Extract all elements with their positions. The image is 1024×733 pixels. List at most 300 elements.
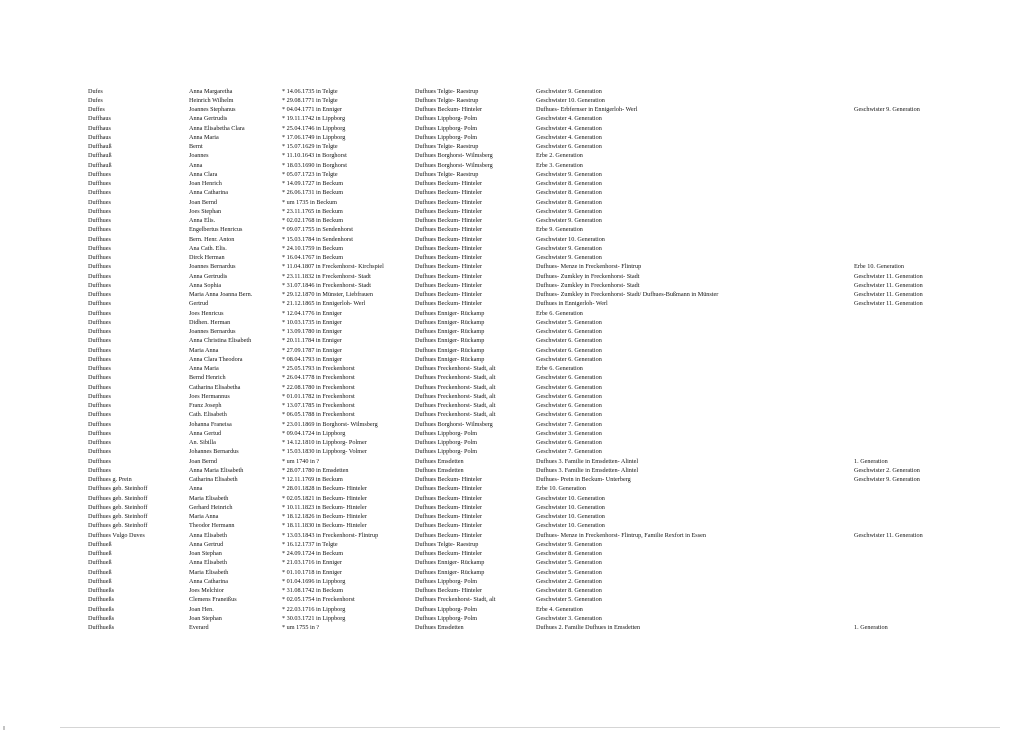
cell-farm: Dufhues Beckum- Hinteler: [415, 226, 483, 234]
cell-extra: Geschwister 2. Generation: [854, 466, 920, 474]
cell-date: * 09.04.1724 in Lippborg: [282, 429, 346, 437]
cell-first: Joes Melchior: [189, 587, 224, 594]
cell-rel: Geschwister 3. Generation: [536, 429, 602, 437]
cell-farm: Dufhues Borghorst- Wilmsberg: [415, 420, 493, 428]
cell-first: Joannes Stephanus: [189, 106, 236, 113]
cell-first: Anna Elisabeth: [189, 559, 227, 567]
cell-extra: Geschwister 11. Generation: [854, 281, 923, 289]
cell-name: Duffhues: [88, 365, 111, 372]
cell-name: Duffhues: [88, 457, 111, 465]
cell-farm: Dufhues Beckum- Hinteler: [415, 235, 483, 243]
cell-rel: Dufhues 3. Familie in Emsdetten- Alintel: [536, 466, 639, 474]
cell-name: Duffhueßs: [88, 596, 115, 604]
cell-first: Catharina Elisabeth: [189, 476, 238, 483]
cell-date: * 23.01.1869 in Borghorst- Wilmsberg: [282, 420, 378, 428]
cell-date: * 24.10.1759 in Beckum: [282, 244, 344, 252]
cell-date: * 29.08.1771 in Telgte: [282, 96, 338, 104]
cell-first: Anna Elisabetha Clara: [189, 124, 245, 132]
cell-farm: Dufhues Enniger- Rückamp: [415, 346, 485, 354]
cell-date: * 10.11.1823 in Beckum- Hinteler: [282, 503, 367, 511]
cell-farm: Dufhues Beckum- Hinteler: [415, 531, 483, 539]
cell-name: Duffhues: [88, 180, 111, 187]
cell-farm: Dufhues Beckum- Hinteler: [415, 300, 483, 308]
cell-date: * 13.09.1780 in Enniger: [282, 328, 342, 335]
cell-date: * 13.03.1843 in Freckenhorst- Flintrup: [282, 531, 379, 539]
cell-first: Anna Gertud: [189, 429, 222, 437]
cell-date: * 27.09.1787 in Enniger: [282, 346, 342, 354]
cell-date: * 01.10.1718 in Enniger: [282, 568, 342, 576]
cell-date: * 28.01.1828 in Beckum- Hinteler: [282, 485, 367, 493]
cell-date: * 20.11.1784 in Enniger: [282, 337, 342, 345]
cell-farm: Dufhues Enniger- Rückamp: [415, 355, 485, 363]
cell-date: * 02.05.1754 in Freckenhorst: [282, 596, 355, 604]
cell-farm: Dufhues Telgte- Raestrup: [415, 540, 479, 548]
cell-date: * 23.11.1832 in Freckenhorst- Stadt: [282, 272, 371, 280]
cell-rel: Geschwister 6. Generation: [536, 383, 602, 391]
cell-rel: Geschwister 6. Generation: [536, 143, 602, 150]
cell-date: * 26.06.1731 in Beckum: [282, 189, 344, 197]
cell-farm: Dufhues Enniger- Rückamp: [415, 309, 485, 317]
cell-name: Duffhues: [88, 466, 111, 474]
cell-rel: Geschwister 6. Generation: [536, 346, 602, 354]
cell-name: Duffhueß: [88, 540, 112, 548]
cell-name: Duffhues geb. Steinhoff: [88, 494, 148, 502]
cell-first: Johannes Bernardus: [189, 448, 239, 456]
cell-first: Anna Christina Elisabeth: [189, 337, 252, 345]
cell-extra: Geschwister 9. Generation: [854, 106, 920, 113]
cell-farm: Dufhues Beckum- Hinteler: [415, 180, 483, 187]
cell-date: * 28.07.1780 in Emsdetten: [282, 466, 349, 474]
cell-rel: Geschwister 3. Generation: [536, 614, 602, 622]
cell-rel: Geschwister 8. Generation: [536, 180, 602, 187]
cell-rel: Geschwister 6. Generation: [536, 402, 602, 409]
cell-name: Dufes: [88, 87, 103, 95]
cell-first: Anna Elis.: [189, 217, 216, 224]
cell-first: Joes Hermannus: [189, 392, 230, 400]
cell-name: Duffhues: [88, 392, 111, 400]
cell-farm: Dufhues Freckenhorst- Stadt, alt: [415, 383, 496, 391]
cell-rel: Geschwister 6. Generation: [536, 355, 602, 363]
cell-farm: Dufhues Beckum- Hinteler: [415, 106, 483, 113]
cell-name: Duffhues: [88, 355, 111, 363]
cell-farm: Dufhues Freckenhorst- Stadt, alt: [415, 411, 496, 419]
cell-name: Duffhues geb. Steinhoff: [88, 513, 148, 520]
cell-farm: Dufhues Lippborg- Polm: [415, 605, 478, 613]
cell-date: * 02.02.1768 in Beckum: [282, 217, 344, 224]
cell-farm: Dufhues Emsdetten: [415, 624, 464, 631]
cell-first: Bernt: [189, 143, 203, 150]
cell-extra: Geschwister 11. Generation: [854, 531, 923, 539]
cell-rel: Erbe 6. Generation: [536, 365, 583, 372]
cell-name: Duffhauß: [88, 161, 112, 169]
cell-name: Duffhues: [88, 402, 111, 409]
cell-farm: Dufhues Beckum- Hinteler: [415, 198, 483, 206]
cell-rel: Dufhues 2. Familie Dufhues in Emsdetten: [536, 624, 641, 631]
cell-farm: Dufhues Enniger- Rückamp: [415, 337, 485, 345]
cell-first: Everard: [189, 624, 209, 631]
cell-extra: Geschwister 9. Generation: [854, 476, 920, 483]
cell-date: * um 1740 in ?: [282, 457, 320, 465]
cell-rel: Geschwister 6. Generation: [536, 439, 602, 446]
cell-farm: Dufhues Lippborg- Polm: [415, 429, 478, 437]
cell-rel: Geschwister 8. Generation: [536, 587, 602, 594]
cell-farm: Dufhues Beckum- Hinteler: [415, 189, 483, 197]
cell-rel: Geschwister 5. Generation: [536, 568, 602, 576]
cell-first: Anna Clara Theodora: [189, 355, 243, 363]
cell-date: * 01.01.1782 in Freckenhorst: [282, 392, 355, 400]
cell-name: Duffhueßs: [88, 605, 115, 613]
cell-first: Clemens Franeißus: [189, 596, 237, 604]
cell-date: * 22.03.1716 in Lippborg: [282, 605, 346, 613]
cell-first: Joan Stephan: [189, 614, 222, 622]
cell-rel: Geschwister 9. Generation: [536, 87, 602, 95]
cell-first: Joes Stephan: [189, 207, 222, 215]
cell-first: Anna Gertrud: [189, 540, 224, 548]
cell-rel: Geschwister 9. Generation: [536, 170, 602, 178]
cell-farm: Dufhues Beckum- Hinteler: [415, 281, 483, 289]
cell-date: * 31.08.1742 in Beckum: [282, 587, 344, 594]
cell-first: Joannes: [189, 152, 209, 160]
cell-rel: Dufhues- Menze in Freckenhorst- Flintrup, Familie Rexfort in Essen: [536, 531, 706, 539]
cell-rel: Erbe 9. Generation: [536, 226, 583, 234]
cell-first: Ana Cath. Elis.: [189, 244, 227, 252]
cell-first: Dirck Herman: [189, 254, 225, 261]
cell-farm: Dufhues Beckum- Hinteler: [415, 513, 483, 520]
cell-farm: Dufhues Freckenhorst- Stadt, alt: [415, 392, 496, 400]
cell-date: * 29.12.1870 in Münster, Liebfrauen: [282, 291, 373, 298]
cell-date: * 30.03.1721 in Lippborg: [282, 614, 346, 622]
cell-date: * 04.04.1771 in Enniger: [282, 106, 342, 113]
cell-date: * 25.05.1793 in Freckenhorst: [282, 365, 355, 372]
cell-date: * 14.09.1727 in Beckum: [282, 180, 344, 187]
cell-name: Duffhues: [88, 420, 111, 428]
cell-first: Joan Bernd: [189, 198, 218, 206]
cell-first: Joannes Bernardus: [189, 263, 236, 271]
cell-farm: Dufhues Lippborg- Polm: [415, 448, 478, 456]
cell-name: Duffhues: [88, 244, 111, 252]
cell-name: Duffhues: [88, 439, 111, 446]
cell-name: Duffhues: [88, 429, 111, 437]
cell-first: Gertrud: [189, 300, 209, 308]
cell-rel: Dufhues- Zumkley in Freckenhorst- Stadt: [536, 281, 640, 289]
cell-date: * 14.06.1735 in Telgte: [282, 87, 338, 95]
cell-first: Johanna Franeisa: [189, 420, 232, 428]
cell-first: Anna Clara: [189, 170, 218, 178]
cell-farm: Dufhues Beckum- Hinteler: [415, 587, 483, 594]
cell-farm: Dufhues Beckum- Hinteler: [415, 503, 483, 511]
cell-rel: Dufhues- Erbfernser in Ennigerloh- Werl: [536, 106, 638, 113]
cell-name: Duffhues: [88, 300, 111, 308]
cell-name: Duffhues g. Prein: [88, 476, 132, 483]
cell-rel: Geschwister 9. Generation: [536, 207, 602, 215]
cell-name: Duffhueßs: [88, 624, 115, 631]
cell-farm: Dufhues Beckum- Hinteler: [415, 485, 483, 493]
cell-first: Anna Catharina: [189, 577, 229, 585]
cell-name: Duffhueß: [88, 568, 112, 576]
cell-date: * 09.07.1755 in Sendenhorst: [282, 226, 353, 234]
cell-name: Duffhues: [88, 411, 111, 419]
cell-rel: Geschwister 8. Generation: [536, 198, 602, 206]
table-row: [0, 623, 1024, 633]
cell-date: * 15.07.1629 in Telgte: [282, 143, 338, 150]
cell-name: Duffhues: [88, 374, 111, 382]
cell-farm: Dufhues Emsdetten: [415, 457, 464, 465]
cell-farm: Dufhues Lippborg- Polm: [415, 614, 478, 622]
cell-extra: 1. Generation: [854, 457, 888, 465]
cell-rel: Erbe 6. Generation: [536, 309, 583, 317]
cell-rel: Geschwister 6. Generation: [536, 328, 602, 335]
cell-farm: Dufhues Beckum- Hinteler: [415, 272, 483, 280]
cell-date: * 18.11.1830 in Beckum- Hinteler: [282, 522, 367, 530]
cell-rel: Dufhues- Prein in Beckum- Unterberg: [536, 476, 631, 483]
cell-farm: Dufhues Lippborg- Polm: [415, 439, 478, 446]
cell-farm: Dufhues Lippborg- Polm: [415, 577, 478, 585]
cell-first: Anna Margaretha: [189, 87, 233, 95]
cell-name: Duffhueßs: [88, 614, 115, 622]
cell-name: Duffhues: [88, 309, 111, 317]
cell-name: Duffhues: [88, 189, 111, 197]
cell-date: * 17.06.1749 in Lippborg: [282, 133, 346, 141]
cell-name: Duffhaus: [88, 133, 111, 141]
cell-date: * 18.03.1690 in Borghorst: [282, 161, 348, 169]
cell-rel: Erbe 2. Generation: [536, 152, 583, 160]
cell-rel: Dufhues- Zumkley in Freckenhorst- Stadt: [536, 272, 640, 280]
cell-rel: Dufhues- Zumkley in Freckenhorst- Stadt/ Dufhues-Bußmann in Münster: [536, 291, 719, 298]
cell-rel: Geschwister 5. Generation: [536, 318, 602, 326]
cell-date: * 02.05.1821 in Beckum- Hinteler: [282, 494, 367, 502]
cell-date: * 24.09.1724 in Beckum: [282, 550, 344, 557]
cell-rel: Geschwister 6. Generation: [536, 374, 602, 382]
cell-name: Duffhueß: [88, 577, 112, 585]
cell-farm: Dufhues Beckum- Hinteler: [415, 254, 483, 261]
cell-farm: Dufhues Lippborg- Polm: [415, 124, 478, 132]
cell-first: Anna: [189, 485, 203, 493]
cell-rel: Geschwister 10. Generation: [536, 503, 605, 511]
cell-name: Duffhueßs: [88, 587, 115, 594]
cell-date: * 16.12.1737 in Telgte: [282, 540, 338, 548]
cell-extra: Geschwister 11. Generation: [854, 291, 923, 298]
cell-rel: Geschwister 10. Generation: [536, 235, 605, 243]
cell-farm: Dufhues Beckum- Hinteler: [415, 550, 483, 557]
cell-rel: Dufhues in Ennigerloh- Werl: [536, 300, 608, 308]
cell-rel: Geschwister 7. Generation: [536, 448, 602, 456]
cell-date: * 21.12.1865 in Ennigerloh- Werl: [282, 300, 366, 308]
cell-first: Theodor Hermann: [189, 522, 235, 530]
cell-first: Joes Henricus: [189, 309, 224, 317]
cell-rel: Geschwister 6. Generation: [536, 411, 602, 419]
cell-date: * 21.03.1716 in Enniger: [282, 559, 342, 567]
cell-farm: Dufhues Beckum- Hinteler: [415, 522, 483, 530]
cell-farm: Dufhues Enniger- Rückamp: [415, 559, 485, 567]
cell-extra: Geschwister 11. Generation: [854, 272, 923, 280]
cell-rel: Dufhues 3. Familie in Emsdetten- Alintel: [536, 457, 639, 465]
cell-farm: Dufhues Telgte- Raestrup: [415, 170, 479, 178]
cell-name: Duffhueß: [88, 550, 112, 557]
cell-first: Anna Maria: [189, 365, 219, 372]
cell-farm: Dufhues Beckum- Hinteler: [415, 476, 483, 483]
cell-farm: Dufhues Borghorst- Wilmsberg: [415, 152, 493, 160]
cell-first: Joan Bernd: [189, 457, 218, 465]
cell-name: Duffhueß: [88, 559, 112, 567]
cell-farm: Dufhues Enniger- Rückamp: [415, 318, 485, 326]
cell-name: Duffhues: [88, 263, 111, 271]
cell-name: Duffhues Vulgo Duves: [88, 531, 145, 539]
cell-date: * 06.05.1788 in Freckenhorst: [282, 411, 355, 419]
cell-date: * 10.03.1735 in Enniger: [282, 318, 342, 326]
cell-farm: Dufhues Beckum- Hinteler: [415, 207, 483, 215]
cell-name: Duffhues: [88, 254, 111, 261]
cell-rel: Geschwister 8. Generation: [536, 550, 602, 557]
cell-farm: Dufhues Emsdetten: [415, 466, 464, 474]
cell-rel: Geschwister 4. Generation: [536, 133, 602, 141]
cell-first: Anna Catharina: [189, 189, 229, 197]
cell-rel: Erbe 3. Generation: [536, 161, 583, 169]
cell-first: Maria Elisabeth: [189, 494, 229, 502]
cell-first: Anna Maria Elisabeth: [189, 466, 244, 474]
cell-first: Maria Anna: [189, 346, 219, 354]
cell-rel: Geschwister 9. Generation: [536, 254, 602, 261]
cell-farm: Dufhues Lippborg- Polm: [415, 115, 478, 123]
cell-name: Duffhues: [88, 318, 111, 326]
cell-name: Duffhues: [88, 217, 111, 224]
cell-first: Joannes Bernardus: [189, 328, 236, 335]
cell-farm: Dufhues Beckum- Hinteler: [415, 291, 483, 298]
cell-name: Duffhauß: [88, 152, 112, 160]
cell-rel: Geschwister 7. Generation: [536, 420, 602, 428]
cell-extra: 1. Generation: [854, 624, 888, 631]
cell-farm: Dufhues Telgte- Raestrup: [415, 96, 479, 104]
cell-rel: Geschwister 10. Generation: [536, 522, 605, 530]
cell-name: Duffhues: [88, 235, 111, 243]
cell-first: Franz Joseph: [189, 402, 222, 409]
cell-rel: Geschwister 4. Generation: [536, 124, 602, 132]
cell-name: Duffhues: [88, 346, 111, 354]
cell-name: Duffhues: [88, 226, 111, 234]
cell-date: * um 1735 in Beckum: [282, 198, 337, 206]
cell-farm: Dufhues Beckum- Hinteler: [415, 244, 483, 252]
cell-name: Duffhues: [88, 291, 111, 298]
cell-date: * 15.03.1784 in Sendenhorst: [282, 235, 353, 243]
cell-name: Duffhues geb. Steinhoff: [88, 503, 148, 511]
cell-rel: Erbe 10. Generation: [536, 485, 586, 493]
cell-first: Catharina Elisabetha: [189, 383, 241, 391]
cell-rel: Geschwister 8. Generation: [536, 189, 602, 197]
cell-first: An. Sibilla: [189, 439, 216, 446]
cell-farm: Dufhues Freckenhorst- Stadt, alt: [415, 596, 496, 604]
cell-name: Duffhues: [88, 448, 111, 456]
cell-extra: Erbe 10. Generation: [854, 263, 904, 271]
cell-farm: Dufhues Enniger- Rückamp: [415, 568, 485, 576]
cell-first: Gerhard Heinrich: [189, 503, 233, 511]
cell-first: Anna Maria: [189, 133, 219, 141]
cell-rel: Geschwister 4. Generation: [536, 115, 602, 123]
cell-date: * 13.07.1785 in Freckenhorst: [282, 402, 355, 409]
cell-first: Heinrich Wilhelm: [189, 96, 234, 104]
scan-mark: [60, 727, 1000, 728]
cell-date: * 18.12.1826 in Beckum- Hinteler: [282, 513, 367, 520]
cell-farm: Dufhues Beckum- Hinteler: [415, 494, 483, 502]
cell-first: Maria Anna Joanna Bern.: [189, 291, 253, 298]
cell-date: * 22.08.1780 in Freckenhorst: [282, 383, 355, 391]
cell-farm: Dufhues Beckum- Hinteler: [415, 217, 483, 224]
cell-date: * 08.04.1793 in Enniger: [282, 355, 342, 363]
cell-first: Joan Henrich: [189, 180, 222, 187]
cell-farm: Dufhues Beckum- Hinteler: [415, 263, 483, 271]
cell-rel: Geschwister 10. Generation: [536, 96, 605, 104]
cell-name: Duffhues: [88, 207, 111, 215]
cell-date: * 23.11.1765 in Beckum: [282, 207, 343, 215]
cell-farm: Dufhues Freckenhorst- Stadt, alt: [415, 402, 496, 409]
cell-farm: Dufhues Enniger- Rückamp: [415, 328, 485, 335]
cell-name: Duffhues: [88, 328, 111, 335]
cell-name: Duffhues: [88, 198, 111, 206]
cell-rel: Geschwister 10. Generation: [536, 494, 605, 502]
cell-farm: Dufhues Lippborg- Polm: [415, 133, 478, 141]
cell-first: Maria Anna: [189, 513, 219, 520]
cell-farm: Dufhues Borghorst- Wilmsberg: [415, 161, 493, 169]
cell-date: * 15.03.1830 in Lippborg- Volmer: [282, 448, 367, 456]
cell-date: * 12.04.1776 in Enniger: [282, 309, 342, 317]
cell-name: Duffhues: [88, 170, 111, 178]
cell-name: Duffhaus: [88, 115, 111, 123]
cell-first: Anna Elisabeth: [189, 531, 227, 539]
cell-first: Cath. Elisabeth: [189, 411, 227, 419]
cell-rel: Geschwister 6. Generation: [536, 337, 602, 345]
cell-name: Duffes: [88, 106, 105, 113]
cell-name: Duffhues: [88, 281, 111, 289]
cell-name: Duffhues geb. Steinhoff: [88, 522, 148, 530]
cell-farm: Dufhues Freckenhorst- Stadt, alt: [415, 374, 496, 382]
cell-first: Anna Gertrudis: [189, 272, 228, 280]
cell-first: Didhen. Herman: [189, 318, 231, 326]
cell-first: Anna Gertrudis: [189, 115, 228, 123]
cell-name: Duffhaus: [88, 124, 111, 132]
cell-rel: Dufhues- Menze in Freckenhorst- Flintrup: [536, 263, 642, 271]
cell-date: * 16.04.1767 in Beckum: [282, 254, 344, 261]
cell-name: Duffhauß: [88, 143, 112, 150]
cell-date: * 31.07.1846 in Freckenhorst- Stadt: [282, 281, 372, 289]
cell-date: * um 1755 in ?: [282, 624, 320, 631]
cell-date: * 19.11.1742 in Lippborg: [282, 115, 346, 123]
cell-first: Bern. Henr. Anton: [189, 235, 235, 243]
cell-first: Bernd Henrich: [189, 374, 226, 382]
cell-rel: Geschwister 9. Generation: [536, 217, 602, 224]
cell-name: Duffhues geb. Steinhoff: [88, 485, 148, 493]
cell-date: * 01.04.1696 in Lippborg: [282, 577, 346, 585]
cell-rel: Erbe 4. Generation: [536, 605, 583, 613]
cell-rel: Geschwister 6. Generation: [536, 392, 602, 400]
cell-farm: Dufhues Telgte- Raestrup: [415, 87, 479, 95]
cell-date: * 05.07.1723 in Telgte: [282, 170, 338, 178]
cell-rel: Geschwister 5. Generation: [536, 559, 602, 567]
cell-rel: Geschwister 5. Generation: [536, 596, 602, 604]
cell-farm: Dufhues Telgte- Raestrup: [415, 143, 479, 150]
cell-date: * 14.12.1810 in Lippborg- Polmer: [282, 439, 367, 446]
cell-name: Duffhues: [88, 337, 111, 345]
cell-rel: Geschwister 9. Generation: [536, 244, 602, 252]
cell-extra: Geschwister 11. Generation: [854, 300, 923, 308]
cell-first: Maria Elisabeth: [189, 568, 229, 576]
cell-first: Joan Hen.: [189, 605, 214, 613]
cell-rel: Geschwister 9. Generation: [536, 540, 602, 548]
cell-date: * 11.04.1807 in Freckenhorst- Kirchspiel: [282, 263, 384, 271]
cell-date: * 25.04.1746 in Lippborg: [282, 124, 346, 132]
cell-farm: Dufhues Freckenhorst- Stadt, alt: [415, 365, 496, 372]
cell-first: Anna Sophia: [189, 281, 222, 289]
cell-date: * 12.11.1769 in Beckum: [282, 476, 343, 483]
cell-first: Anna: [189, 161, 203, 169]
scan-mark: [3, 726, 5, 730]
